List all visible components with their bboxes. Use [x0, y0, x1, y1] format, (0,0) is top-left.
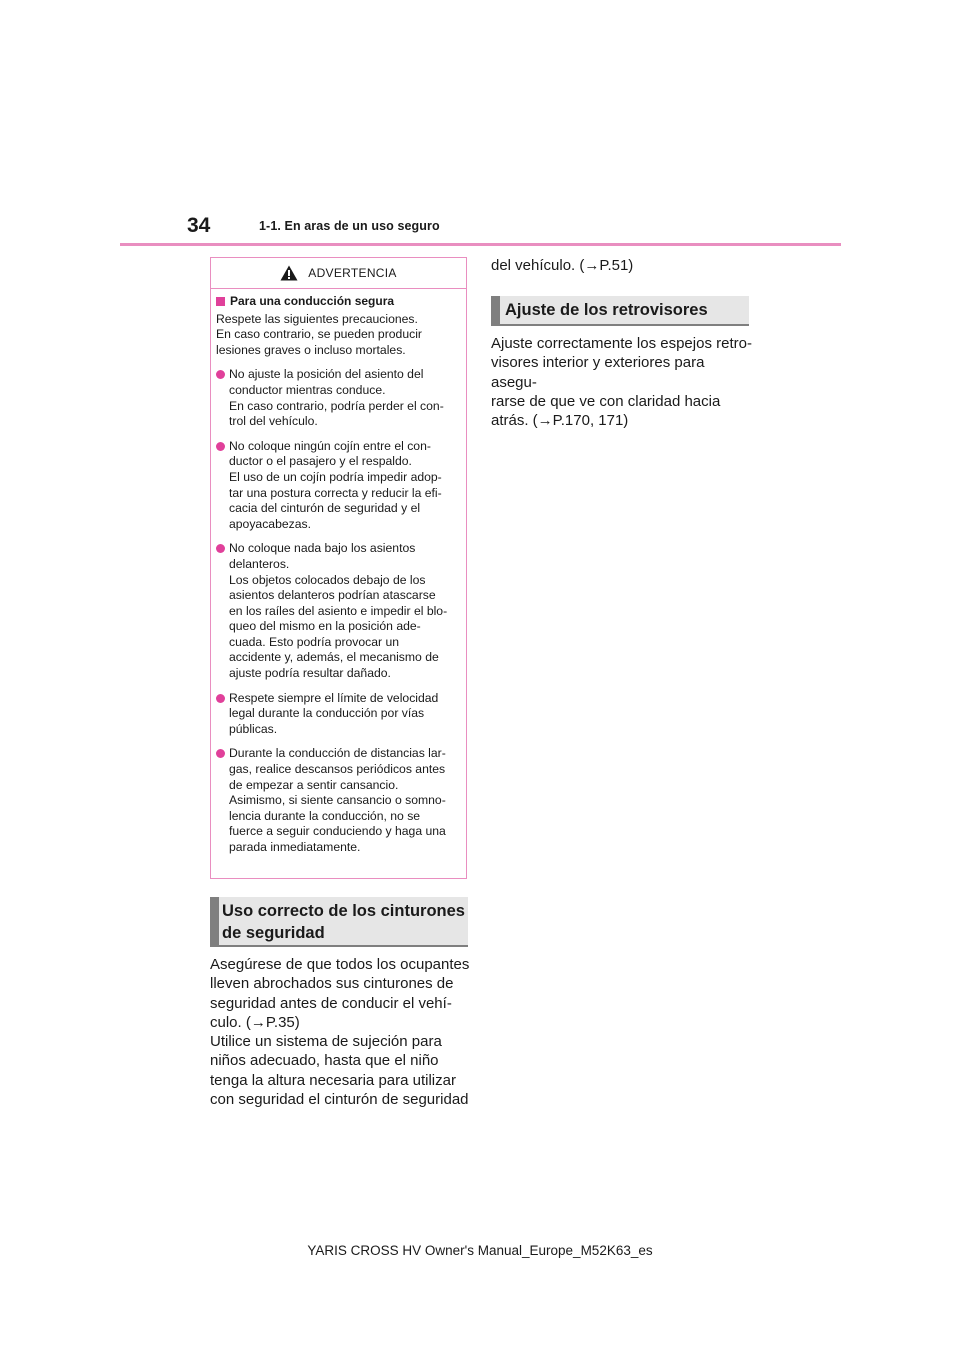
warning-bullet	[216, 746, 460, 855]
warning-intro: Respete las siguientes precauciones. En caso contrario, se pueden producir lesiones graves o incluso mortales.	[216, 311, 422, 357]
seatbelt-body-continuation: del vehículo. (→P.51)	[491, 257, 634, 274]
warning-bullet	[216, 439, 460, 533]
warning-bullet-text: Respete siempre el límite de velocidad legal durante la conducción por vías públicas.	[229, 690, 439, 736]
warning-subheading-text: Para una conducción segura	[230, 294, 395, 308]
bullet-dot-icon	[216, 694, 225, 703]
seatbelt-body-text: Asegúrese de que todos los ocupantes lleven abrochados sus cinturones de seguridad antes de conducir el vehí- culo. (→P.35) Utilice un sistema de sujeción para niños adecuado, hasta que el niño tenga la altura necesaria para utilizar con seguridad el cinturón de seguridad	[210, 956, 470, 1109]
warning-bullet	[216, 367, 460, 429]
warning-box	[210, 257, 467, 879]
seatbelt-heading-text: Uso correcto de los cinturones de seguridad	[222, 902, 465, 942]
bullet-dot-icon	[216, 749, 225, 758]
mirrors-heading-text: Ajuste de los retrovisores	[505, 301, 708, 319]
warning-bullet	[216, 541, 460, 681]
warning-bullet-text: No coloque ningún cojín entre el con- ductor o el pasajero y el respaldo. El uso de un cojín podría impedir adop- tar una postura correcta y reducir la efi- cacia del cinturón de seguridad y el apoyacabezas.	[229, 438, 442, 531]
bullet-dot-icon	[216, 442, 225, 451]
warning-body	[211, 289, 466, 856]
warning-bullet-text: No coloque nada bajo los asientos delanteros. Los objetos colocados debajo de los asientos delanteros podrían atascarse en los raíles del asiento e impedir el blo- queo del mismo en la posición ade- cuada. Esto podría provocar un accidente y, además, el mecanismo de ajuste podría resultar dañado.	[229, 541, 448, 681]
warning-bullet	[216, 691, 460, 738]
seatbelt-section-heading	[210, 897, 468, 947]
warning-bullet-text: Durante la conducción de distancias lar- gas, realice descansos periódicos antes de empezar a sentir cansancio. Asimismo, si siente cansancio o somno- lencia durante la conducción, no se fuerce a seguir conduciendo y haga una parada inmediatamente.	[229, 746, 446, 854]
bullet-dot-icon	[216, 370, 225, 379]
page-number: 34	[187, 214, 211, 237]
page-footer: YARIS CROSS HV Owner's Manual_Europe_M52K63_es	[307, 1243, 653, 1258]
mirrors-body-text: Ajuste correctamente los espejos retro- visores interior y exteriores para asegu- rarse de que ve con claridad hacia atrás. (→P.170, 171)	[491, 335, 752, 430]
warning-bullet-text: No ajuste la posición del asiento del conductor mientras conduce. En caso contrario, podría perder el con- trol del vehículo.	[229, 367, 444, 429]
bullet-dot-icon	[216, 544, 225, 553]
warning-subheading	[216, 294, 460, 310]
header-rule	[120, 243, 841, 246]
square-bullet-icon	[216, 297, 225, 306]
section-title: 1-1. En aras de un uso seguro	[259, 219, 440, 233]
warning-triangle-icon	[280, 265, 298, 281]
mirrors-section-heading	[491, 296, 749, 326]
warning-header	[211, 258, 466, 289]
warning-label: ADVERTENCIA	[308, 266, 397, 280]
